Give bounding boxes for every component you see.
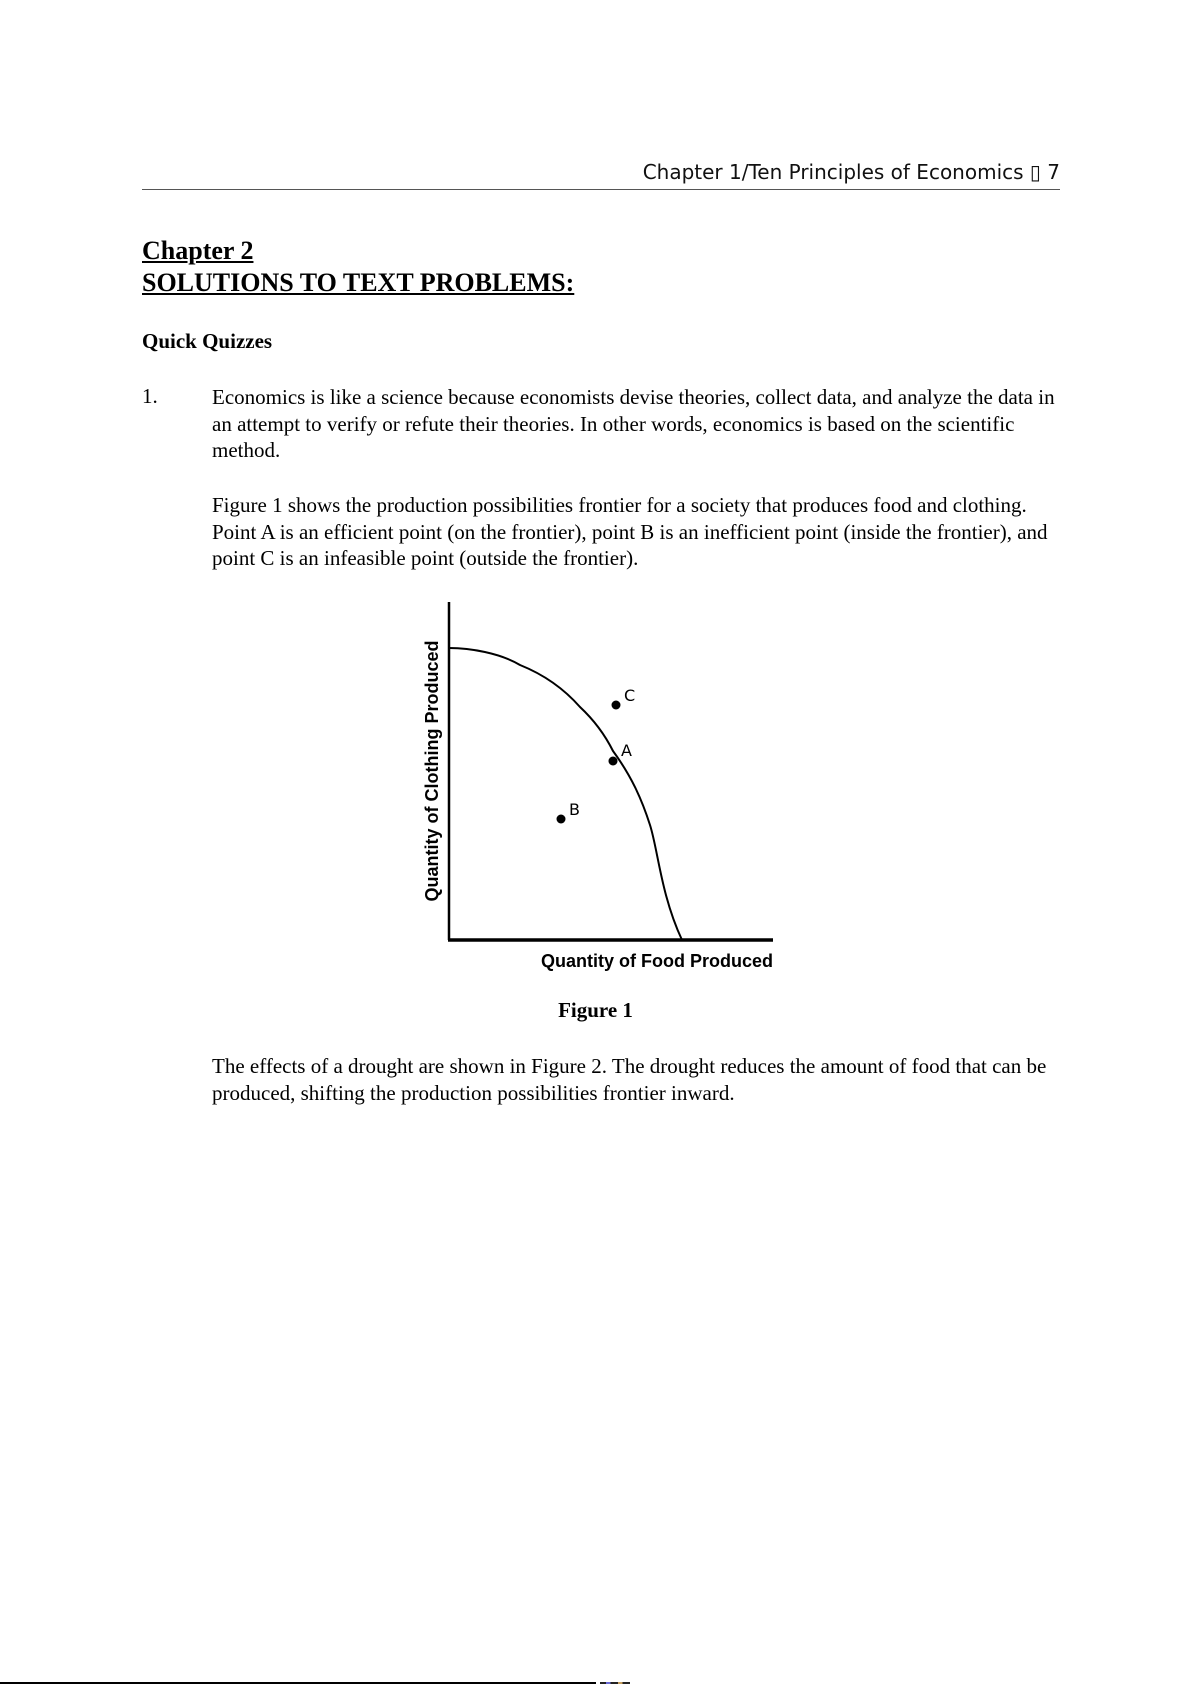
- paragraph: The effects of a drought are shown in Figure 2. The drought reduces the amount of food that can be produced, shifting the production possibilities frontier inward.: [212, 1054, 1047, 1105]
- point-a-marker: [609, 757, 618, 766]
- footer-artifact: [600, 1682, 630, 1684]
- footer-rule: [0, 1682, 596, 1684]
- section-heading: Quick Quizzes: [142, 329, 273, 353]
- chapter-title: Chapter 2: [142, 236, 254, 265]
- point-c-marker: [612, 701, 621, 710]
- point-b-label: B: [569, 800, 580, 819]
- paragraph: Figure 1 shows the production possibilities frontier for a society that produces food and clothing. Point A is an efficient point (on the frontier), point B is an inefficient point (inside the frontier), and point C is an infeasible point (outside the frontier).: [212, 493, 1048, 570]
- y-axis-label: Quantity of Clothing Produced: [422, 640, 442, 902]
- item-number: 1.: [142, 384, 158, 408]
- paragraph: Economics is like a science because economists devise theories, collect data, and analyze the data in an attempt to verify or refute their theories. In other words, economics is based on the scientific method.: [212, 385, 1055, 462]
- ppf-figure: [410, 595, 790, 975]
- point-c-label: C: [624, 686, 636, 705]
- header-rule: [142, 189, 1060, 190]
- point-a-label: A: [621, 741, 632, 760]
- figure-caption: Figure 1: [558, 998, 633, 1022]
- frontier-curve: [449, 648, 682, 940]
- point-b-marker: [557, 815, 566, 824]
- running-header: Chapter 1/Ten Principles of Economics ▯ 7: [642, 160, 1060, 184]
- x-axis-label: Quantity of Food Produced: [541, 951, 773, 971]
- solutions-title: SOLUTIONS TO TEXT PROBLEMS:: [142, 268, 575, 297]
